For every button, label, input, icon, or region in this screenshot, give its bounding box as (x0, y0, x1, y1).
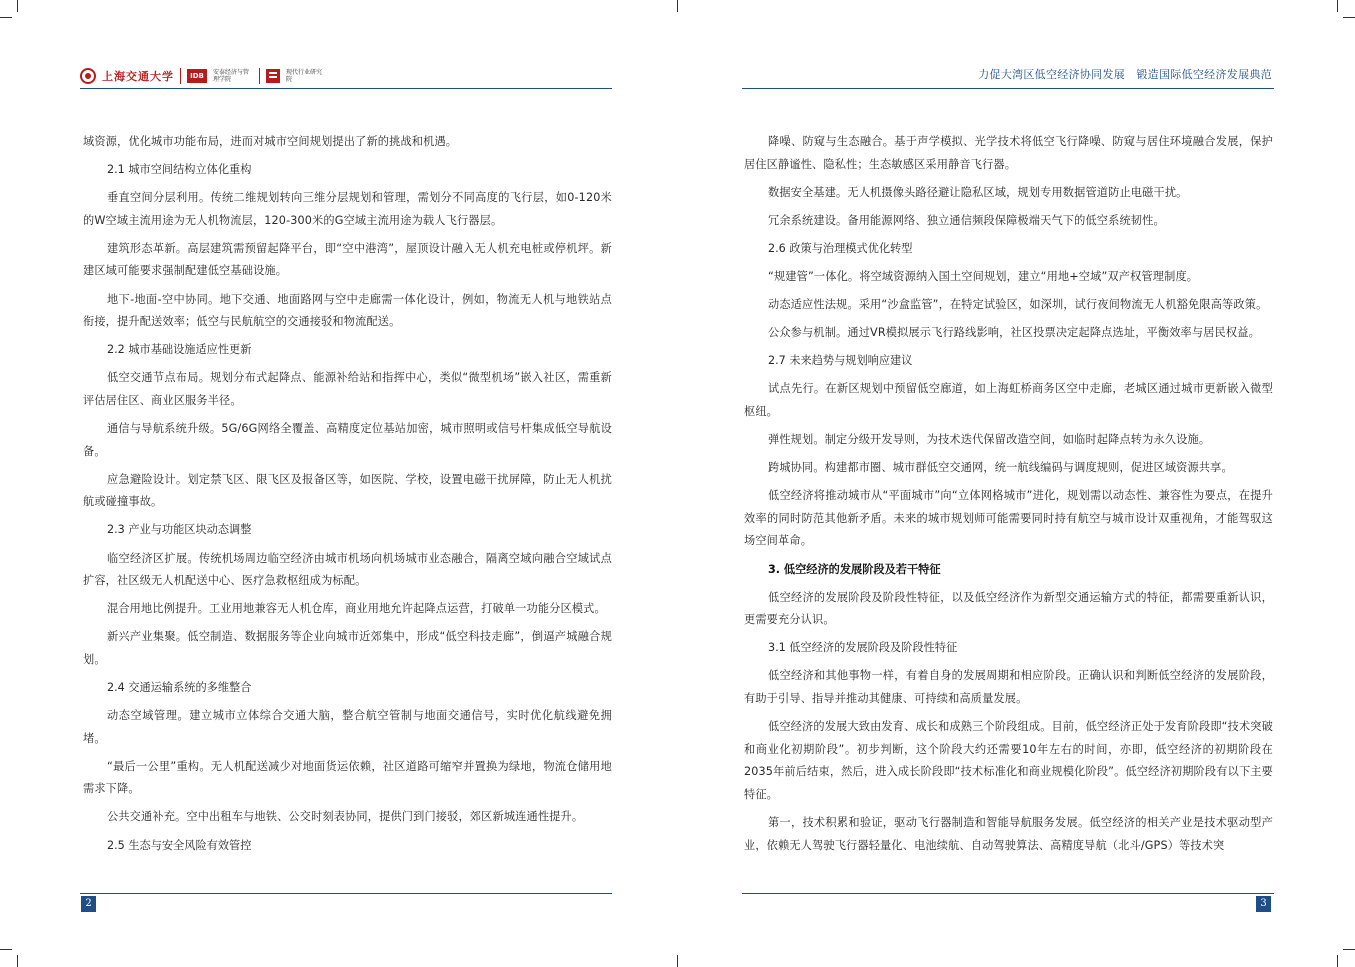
footer-rule (80, 893, 612, 894)
body-paragraph: 冗余系统建设。备用能源网络、独立通信频段保障极端天气下的低空系统韧性。 (768, 213, 1165, 227)
institute-logo-icon (266, 69, 280, 83)
section-subheading: 2.3 产业与功能区块动态调整 (107, 523, 252, 537)
logo-divider (259, 68, 260, 84)
university-seal-icon (80, 68, 96, 84)
body-paragraph: 跨城协同。构建都市圈、城市群低空交通网，统一航线编码与调度规则，促进区域资源共享。 (768, 461, 1233, 475)
page-number: 3 (1256, 896, 1271, 912)
institute-logo-text: 现代行业研究院 (286, 69, 323, 83)
body-paragraph: 降噪、防窥与生态融合。基于声学模拟、光学技术将低空飞行降噪、防窥与居住环境融合发展，保护居住区静谧性、隐私性；生态敏感区采用静音飞行器。 (744, 135, 1273, 171)
body-paragraph: 弹性规划。制定分级开发导则，为技术迭代保留改造空间，如临时起降点转为永久设施。 (768, 433, 1211, 447)
body-paragraph: 建筑形态革新。高层建筑需预留起降平台，即“空中港湾”，屋顶设计融入无人机充电桩或停机坪。新建区域可能要求强制配建低空基础设施。 (83, 241, 612, 278)
section-subheading: 2.2 城市基础设施适应性更新 (107, 343, 252, 357)
page-number: 2 (81, 896, 96, 912)
section-subheading: 2.7 未来趋势与规划响应建议 (768, 354, 913, 368)
college-logo-text: 安泰经济与管理学院 (213, 69, 250, 83)
header-rule (80, 88, 612, 89)
body-paragraph: “最后一公里”重构。无人机配送减少对地面货运依赖，社区道路可缩窄并置换为绿地，物流仓储用地需求下降。 (83, 759, 612, 796)
running-header-title: 力促大湾区低空经济协同发展 锻造国际低空经济发展典范 (978, 68, 1272, 81)
body-paragraph: 第一，技术积累和验证，驱动飞行器制造和智能导航服务发展。低空经济的相关产业是技术驱动型产业，依赖无人驾驶飞行器轻量化、电池续航、自动驾驶算法、高精度导航（北斗/GPS）等技术突 (744, 815, 1273, 852)
body-paragraph: 临空经济区扩展。传统机场周边临空经济由城市机场向机场城市业态融合，隔离空域向融合空域试点扩容，社区级无人机配送中心、医疗急救枢纽成为标配。 (83, 551, 612, 588)
body-paragraph: 动态空域管理。建立城市立体综合交通大脑，整合航空管制与地面交通信号，实时优化航线避免拥堵。 (83, 709, 612, 745)
body-paragraph: 新兴产业集聚。低空制造、数据服务等企业向城市近郊集中，形成“低空科技走廊”，倒逼产城融合规划。 (83, 630, 612, 666)
body-paragraph: “规建管”一体化。将空域资源纳入国土空间规划，建立“用地+空域”双产权管理制度。 (768, 269, 1199, 283)
college-mark: IDB (187, 69, 207, 83)
body-paragraph: 数据安全基建。无人机摄像头路径避让隐私区域，规划专用数据管道防止电磁干扰。 (768, 185, 1188, 199)
body-paragraph: 垂直空间分层利用。传统二维规划转向三维分层规划和管理，需划分不同高度的飞行层，如0-120米的W空域主流用途为无人机物流层，120-300米的G空域主流用途为载人飞行器层。 (83, 191, 612, 227)
footer-rule (742, 893, 1274, 894)
body-paragraph: 低空交通节点布局。规划分布式起降点、能源补给站和指挥中心，类似“微型机场”嵌入社区，需重新评估居住区、商业区服务半径。 (83, 371, 612, 407)
body-paragraph: 混合用地比例提升。工业用地兼容无人机仓库，商业用地允许起降点运营，打破单一功能分区模式。 (107, 602, 606, 616)
publisher-logos (80, 64, 326, 88)
body-paragraph: 通信与导航系统升级。5G/6G网络全覆盖、高精度定位基站加密，城市照明或信号杆集成低空导航设备。 (83, 422, 612, 458)
right-page (678, 0, 1355, 967)
section-subheading: 2.1 城市空间结构立体化重构 (107, 163, 252, 177)
section-subheading: 2.5 生态与安全风险有效管控 (107, 838, 252, 852)
section-heading: 3. 低空经济的发展阶段及若干特征 (768, 562, 941, 576)
right-body-text (744, 131, 1273, 863)
body-paragraph: 应急避险设计。划定禁飞区、限飞区及报备区等，如医院、学校，设置电磁干扰屏障，防止无人机扰航或碰撞事故。 (83, 472, 612, 509)
body-paragraph: 域资源，优化城市功能布局，进而对城市空间规划提出了新的挑战和机遇。 (83, 135, 458, 148)
header-rule (742, 88, 1274, 89)
body-paragraph: 动态适应性法规。采用“沙盒监管”，在特定试验区，如深圳，试行夜间物流无人机豁免限高等政策。 (768, 298, 1268, 312)
section-subheading: 3.1 低空经济的发展阶段及阶段性特征 (768, 641, 958, 655)
university-logo-text: 上海交通大学 (102, 70, 174, 83)
body-paragraph: 地下-地面-空中协同。地下交通、地面路网与空中走廊需一体化设计，例如，物流无人机与地铁站点衔接，提升配送效率；低空与民航航空的交通接驳和物流配送。 (83, 292, 612, 329)
body-paragraph: 低空经济的发展阶段及阶段性特征，以及低空经济作为新型交通运输方式的特征，都需要重新认识，更需要充分认识。 (744, 590, 1273, 627)
body-paragraph: 低空经济将推动城市从“平面城市”向“立体网格城市”进化，规划需以动态性、兼容性为要点，在提升效率的同时防范其他新矛盾。未来的城市规划师可能需要同时持有航空与城市设计双重视角，才能驾驭这场空间革命。 (744, 489, 1273, 548)
body-paragraph: 低空经济的发展大致由发育、成长和成熟三个阶段组成。目前，低空经济正处于发育阶段即“技术突破和商业化初期阶段”。初步判断，这个阶段大约还需要10年左右的时间，亦即，低空经济的初期阶段在2035年前后结束，然后，进入成长阶段即“技术标准化和商业规模化阶段”。低空经济初期阶段有以下主要特征。 (744, 720, 1273, 801)
left-body-text (83, 131, 612, 863)
section-subheading: 2.4 交通运输系统的多维整合 (107, 680, 252, 694)
left-page (0, 0, 677, 967)
body-paragraph: 低空经济和其他事物一样，有着自身的发展周期和相应阶段。正确认识和判断低空经济的发展阶段，有助于引导、指导并推动其健康、可持续和高质量发展。 (744, 669, 1273, 705)
body-paragraph: 公共交通补充。空中出租车与地铁、公交时刻表协同，提供门到门接驳，郊区新城连通性提升。 (107, 810, 584, 824)
logo-divider (180, 68, 181, 84)
body-paragraph: 公众参与机制。通过VR模拟展示飞行路线影响，社区投票决定起降点选址，平衡效率与居民权益。 (768, 326, 1260, 340)
section-subheading: 2.6 政策与治理模式优化转型 (768, 241, 913, 255)
body-paragraph: 试点先行。在新区规划中预留低空廊道，如上海虹桥商务区空中走廊，老城区通过城市更新嵌入微型枢纽。 (744, 382, 1273, 418)
